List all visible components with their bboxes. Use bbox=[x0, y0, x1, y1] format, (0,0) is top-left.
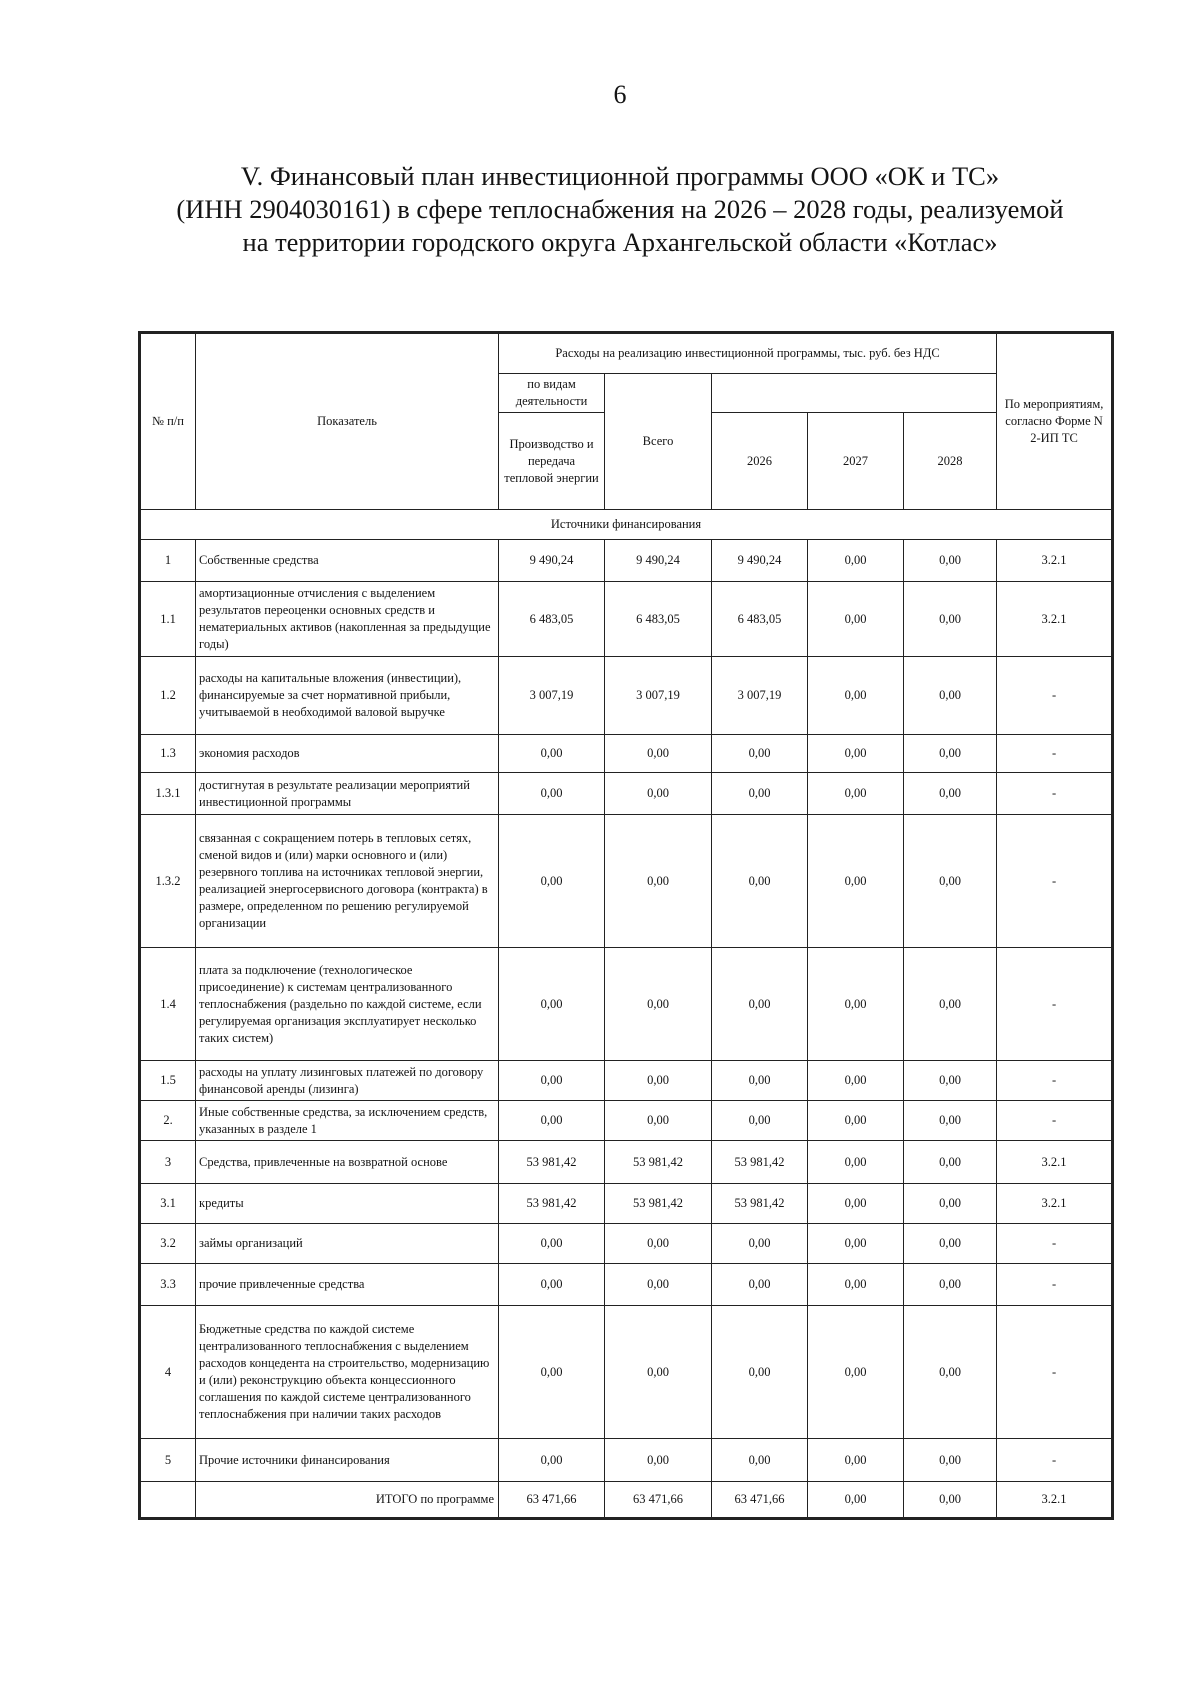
row-number bbox=[141, 1482, 196, 1518]
row-value-2026: 0,00 bbox=[712, 1306, 808, 1439]
row-number: 1.3.1 bbox=[141, 773, 196, 815]
row-total-value: 0,00 bbox=[605, 815, 712, 948]
row-production-value: 9 490,24 bbox=[499, 540, 605, 582]
row-total-value: 6 483,05 bbox=[605, 582, 712, 657]
row-indicator: ИТОГО по программе bbox=[196, 1482, 499, 1518]
row-production-value: 6 483,05 bbox=[499, 582, 605, 657]
row-number: 1 bbox=[141, 540, 196, 582]
row-value-2028: 0,00 bbox=[904, 948, 997, 1061]
row-value-2028: 0,00 bbox=[904, 1264, 997, 1306]
row-value-2026: 63 471,66 bbox=[712, 1482, 808, 1518]
row-production-value: 0,00 bbox=[499, 735, 605, 773]
row-total-value: 0,00 bbox=[605, 1061, 712, 1101]
row-measures: - bbox=[997, 1439, 1112, 1482]
row-value-2028: 0,00 bbox=[904, 1224, 997, 1264]
table-row bbox=[141, 735, 1112, 773]
row-production-value: 0,00 bbox=[499, 1061, 605, 1101]
row-indicator: достигнутая в результате реализации мероприятий инвестиционной программы bbox=[196, 773, 499, 815]
row-value-2028: 0,00 bbox=[904, 815, 997, 948]
row-production-value: 63 471,66 bbox=[499, 1482, 605, 1518]
row-value-2027: 0,00 bbox=[808, 1141, 904, 1184]
row-measures: - bbox=[997, 1306, 1112, 1439]
row-value-2028: 0,00 bbox=[904, 1141, 997, 1184]
row-measures: 3.2.1 bbox=[997, 1482, 1112, 1518]
row-number: 1.4 bbox=[141, 948, 196, 1061]
row-indicator: прочие привлеченные средства bbox=[196, 1264, 499, 1306]
row-value-2027: 0,00 bbox=[808, 1264, 904, 1306]
row-total-value: 0,00 bbox=[605, 1224, 712, 1264]
row-value-2027: 0,00 bbox=[808, 1306, 904, 1439]
row-measures: 3.2.1 bbox=[997, 1184, 1112, 1224]
row-number: 3.3 bbox=[141, 1264, 196, 1306]
row-indicator: связанная с сокращением потерь в тепловых сетях, сменой видов и (или) марки основного и (или) резервного топлива на источниках тепловой энергии, реализацией энергосервисного договора (контракта) в размере, определенном по решению регулируемой организации bbox=[196, 815, 499, 948]
row-total-value: 63 471,66 bbox=[605, 1482, 712, 1518]
row-measures: 3.2.1 bbox=[997, 1141, 1112, 1184]
table-row bbox=[141, 1184, 1112, 1224]
row-indicator: Прочие источники финансирования bbox=[196, 1439, 499, 1482]
table-row bbox=[141, 1224, 1112, 1264]
section-title: Источники финансирования bbox=[141, 510, 1112, 540]
row-total-value: 0,00 bbox=[605, 773, 712, 815]
row-measures: - bbox=[997, 1101, 1112, 1141]
row-value-2026: 0,00 bbox=[712, 735, 808, 773]
total-row bbox=[141, 1482, 1112, 1518]
row-value-2027: 0,00 bbox=[808, 815, 904, 948]
table-row bbox=[141, 657, 1112, 735]
row-indicator: Средства, привлеченные на возвратной основе bbox=[196, 1141, 499, 1184]
row-total-value: 0,00 bbox=[605, 1306, 712, 1439]
table-row bbox=[141, 582, 1112, 657]
row-value-2028: 0,00 bbox=[904, 1482, 997, 1518]
row-measures: - bbox=[997, 1224, 1112, 1264]
row-total-value: 3 007,19 bbox=[605, 657, 712, 735]
table-row bbox=[141, 540, 1112, 582]
row-total-value: 0,00 bbox=[605, 1264, 712, 1306]
row-production-value: 0,00 bbox=[499, 1224, 605, 1264]
row-indicator: Собственные средства bbox=[196, 540, 499, 582]
row-value-2028: 0,00 bbox=[904, 1101, 997, 1141]
row-value-2027: 0,00 bbox=[808, 1224, 904, 1264]
row-total-value: 0,00 bbox=[605, 948, 712, 1061]
row-value-2027: 0,00 bbox=[808, 948, 904, 1061]
financial-plan-table bbox=[140, 333, 1112, 1518]
row-value-2026: 0,00 bbox=[712, 1264, 808, 1306]
row-value-2028: 0,00 bbox=[904, 1061, 997, 1101]
row-measures: 3.2.1 bbox=[997, 582, 1112, 657]
header-2026: 2026 bbox=[712, 413, 808, 510]
row-value-2028: 0,00 bbox=[904, 1306, 997, 1439]
row-value-2026: 0,00 bbox=[712, 1224, 808, 1264]
row-number: 1.1 bbox=[141, 582, 196, 657]
row-value-2026: 0,00 bbox=[712, 773, 808, 815]
row-indicator: займы организаций bbox=[196, 1224, 499, 1264]
row-total-value: 53 981,42 bbox=[605, 1184, 712, 1224]
row-total-value: 0,00 bbox=[605, 1101, 712, 1141]
header-no: № п/п bbox=[141, 334, 196, 510]
row-indicator: плата за подключение (технологическое присоединение) к системам централизованного теплоснабжения (раздельно по каждой системе, если регулируемая организация эксплуатирует несколько таких систем) bbox=[196, 948, 499, 1061]
row-value-2028: 0,00 bbox=[904, 657, 997, 735]
row-number: 5 bbox=[141, 1439, 196, 1482]
row-production-value: 0,00 bbox=[499, 1306, 605, 1439]
title-line-1: V. Финансовый план инвестиционной программы ООО «ОК и ТС» bbox=[240, 161, 1000, 191]
row-number: 2. bbox=[141, 1101, 196, 1141]
row-measures: - bbox=[997, 773, 1112, 815]
table-row bbox=[141, 1141, 1112, 1184]
row-measures: - bbox=[997, 1264, 1112, 1306]
table-row bbox=[141, 1306, 1112, 1439]
row-measures: - bbox=[997, 1061, 1112, 1101]
row-number: 1.5 bbox=[141, 1061, 196, 1101]
document-title bbox=[120, 160, 1120, 259]
row-measures: - bbox=[997, 735, 1112, 773]
row-value-2026: 9 490,24 bbox=[712, 540, 808, 582]
row-indicator: Бюджетные средства по каждой системе централизованного теплоснабжения с выделением расходов концедента на строительство, модернизацию и (или) реконструкцию объекта концессионного соглашения по каждой системе централизованного теплоснабжения при наличии таких расходов bbox=[196, 1306, 499, 1439]
row-value-2026: 0,00 bbox=[712, 1061, 808, 1101]
title-line-3: на территории городского округа Архангельской области «Котлас» bbox=[242, 227, 998, 257]
header-indicator: Показатель bbox=[196, 334, 499, 510]
row-indicator: кредиты bbox=[196, 1184, 499, 1224]
row-value-2027: 0,00 bbox=[808, 657, 904, 735]
row-production-value: 0,00 bbox=[499, 815, 605, 948]
title-line-2: (ИНН 2904030161) в сфере теплоснабжения на 2026 – 2028 годы, реализуемой bbox=[176, 194, 1064, 224]
row-value-2027: 0,00 bbox=[808, 735, 904, 773]
table-row bbox=[141, 773, 1112, 815]
row-measures: - bbox=[997, 815, 1112, 948]
row-value-2026: 53 981,42 bbox=[712, 1141, 808, 1184]
row-value-2026: 0,00 bbox=[712, 1101, 808, 1141]
row-number: 4 bbox=[141, 1306, 196, 1439]
table-row bbox=[141, 1101, 1112, 1141]
row-number: 3.2 bbox=[141, 1224, 196, 1264]
row-value-2026: 0,00 bbox=[712, 1439, 808, 1482]
header-2028: 2028 bbox=[904, 413, 997, 510]
table-row bbox=[141, 948, 1112, 1061]
row-number: 3.1 bbox=[141, 1184, 196, 1224]
row-value-2026: 53 981,42 bbox=[712, 1184, 808, 1224]
header-2027: 2027 bbox=[808, 413, 904, 510]
row-indicator: Иные собственные средства, за исключением средств, указанных в разделе 1 bbox=[196, 1101, 499, 1141]
row-indicator: расходы на капитальные вложения (инвестиции), финансируемые за счет нормативной прибыли, учитываемой в необходимой валовой выручке bbox=[196, 657, 499, 735]
row-production-value: 53 981,42 bbox=[499, 1184, 605, 1224]
row-indicator: амортизационные отчисления с выделением результатов переоценки основных средств и нематериальных активов (накопленная за предыдущие годы) bbox=[196, 582, 499, 657]
row-value-2027: 0,00 bbox=[808, 1101, 904, 1141]
row-production-value: 0,00 bbox=[499, 773, 605, 815]
row-indicator: расходы на уплату лизинговых платежей по договору финансовой аренды (лизинга) bbox=[196, 1061, 499, 1101]
row-value-2027: 0,00 bbox=[808, 1482, 904, 1518]
row-measures: - bbox=[997, 948, 1112, 1061]
row-number: 3 bbox=[141, 1141, 196, 1184]
row-total-value: 0,00 bbox=[605, 735, 712, 773]
table-row bbox=[141, 1439, 1112, 1482]
row-total-value: 0,00 bbox=[605, 1439, 712, 1482]
row-value-2028: 0,00 bbox=[904, 735, 997, 773]
row-production-value: 0,00 bbox=[499, 1101, 605, 1141]
row-value-2027: 0,00 bbox=[808, 1061, 904, 1101]
row-value-2027: 0,00 bbox=[808, 1439, 904, 1482]
row-number: 1.3 bbox=[141, 735, 196, 773]
table-row bbox=[141, 1061, 1112, 1101]
row-value-2028: 0,00 bbox=[904, 1184, 997, 1224]
row-production-value: 0,00 bbox=[499, 1264, 605, 1306]
row-total-value: 53 981,42 bbox=[605, 1141, 712, 1184]
row-production-value: 53 981,42 bbox=[499, 1141, 605, 1184]
row-value-2028: 0,00 bbox=[904, 540, 997, 582]
header-total: Всего bbox=[605, 374, 712, 510]
header-production: Производство и передача тепловой энергии bbox=[499, 413, 605, 510]
row-measures: - bbox=[997, 657, 1112, 735]
table-row bbox=[141, 815, 1112, 948]
row-production-value: 3 007,19 bbox=[499, 657, 605, 735]
row-number: 1.2 bbox=[141, 657, 196, 735]
header-years-group bbox=[712, 374, 997, 413]
row-indicator: экономия расходов bbox=[196, 735, 499, 773]
row-total-value: 9 490,24 bbox=[605, 540, 712, 582]
row-value-2026: 6 483,05 bbox=[712, 582, 808, 657]
row-value-2026: 3 007,19 bbox=[712, 657, 808, 735]
row-value-2026: 0,00 bbox=[712, 815, 808, 948]
row-value-2028: 0,00 bbox=[904, 773, 997, 815]
row-value-2027: 0,00 bbox=[808, 582, 904, 657]
row-value-2027: 0,00 bbox=[808, 540, 904, 582]
row-value-2026: 0,00 bbox=[712, 948, 808, 1061]
row-production-value: 0,00 bbox=[499, 948, 605, 1061]
row-production-value: 0,00 bbox=[499, 1439, 605, 1482]
row-measures: 3.2.1 bbox=[997, 540, 1112, 582]
header-expenses: Расходы на реализацию инвестиционной программы, тыс. руб. без НДС bbox=[499, 334, 997, 374]
row-value-2027: 0,00 bbox=[808, 773, 904, 815]
row-value-2028: 0,00 bbox=[904, 1439, 997, 1482]
header-by-activity: по видам деятельности bbox=[499, 374, 605, 413]
row-number: 1.3.2 bbox=[141, 815, 196, 948]
row-value-2028: 0,00 bbox=[904, 582, 997, 657]
row-value-2027: 0,00 bbox=[808, 1184, 904, 1224]
table-row bbox=[141, 1264, 1112, 1306]
page-number: 6 bbox=[613, 80, 627, 109]
header-by-measures: По мероприятиям, согласно Форме N 2-ИП ТС bbox=[997, 334, 1112, 510]
